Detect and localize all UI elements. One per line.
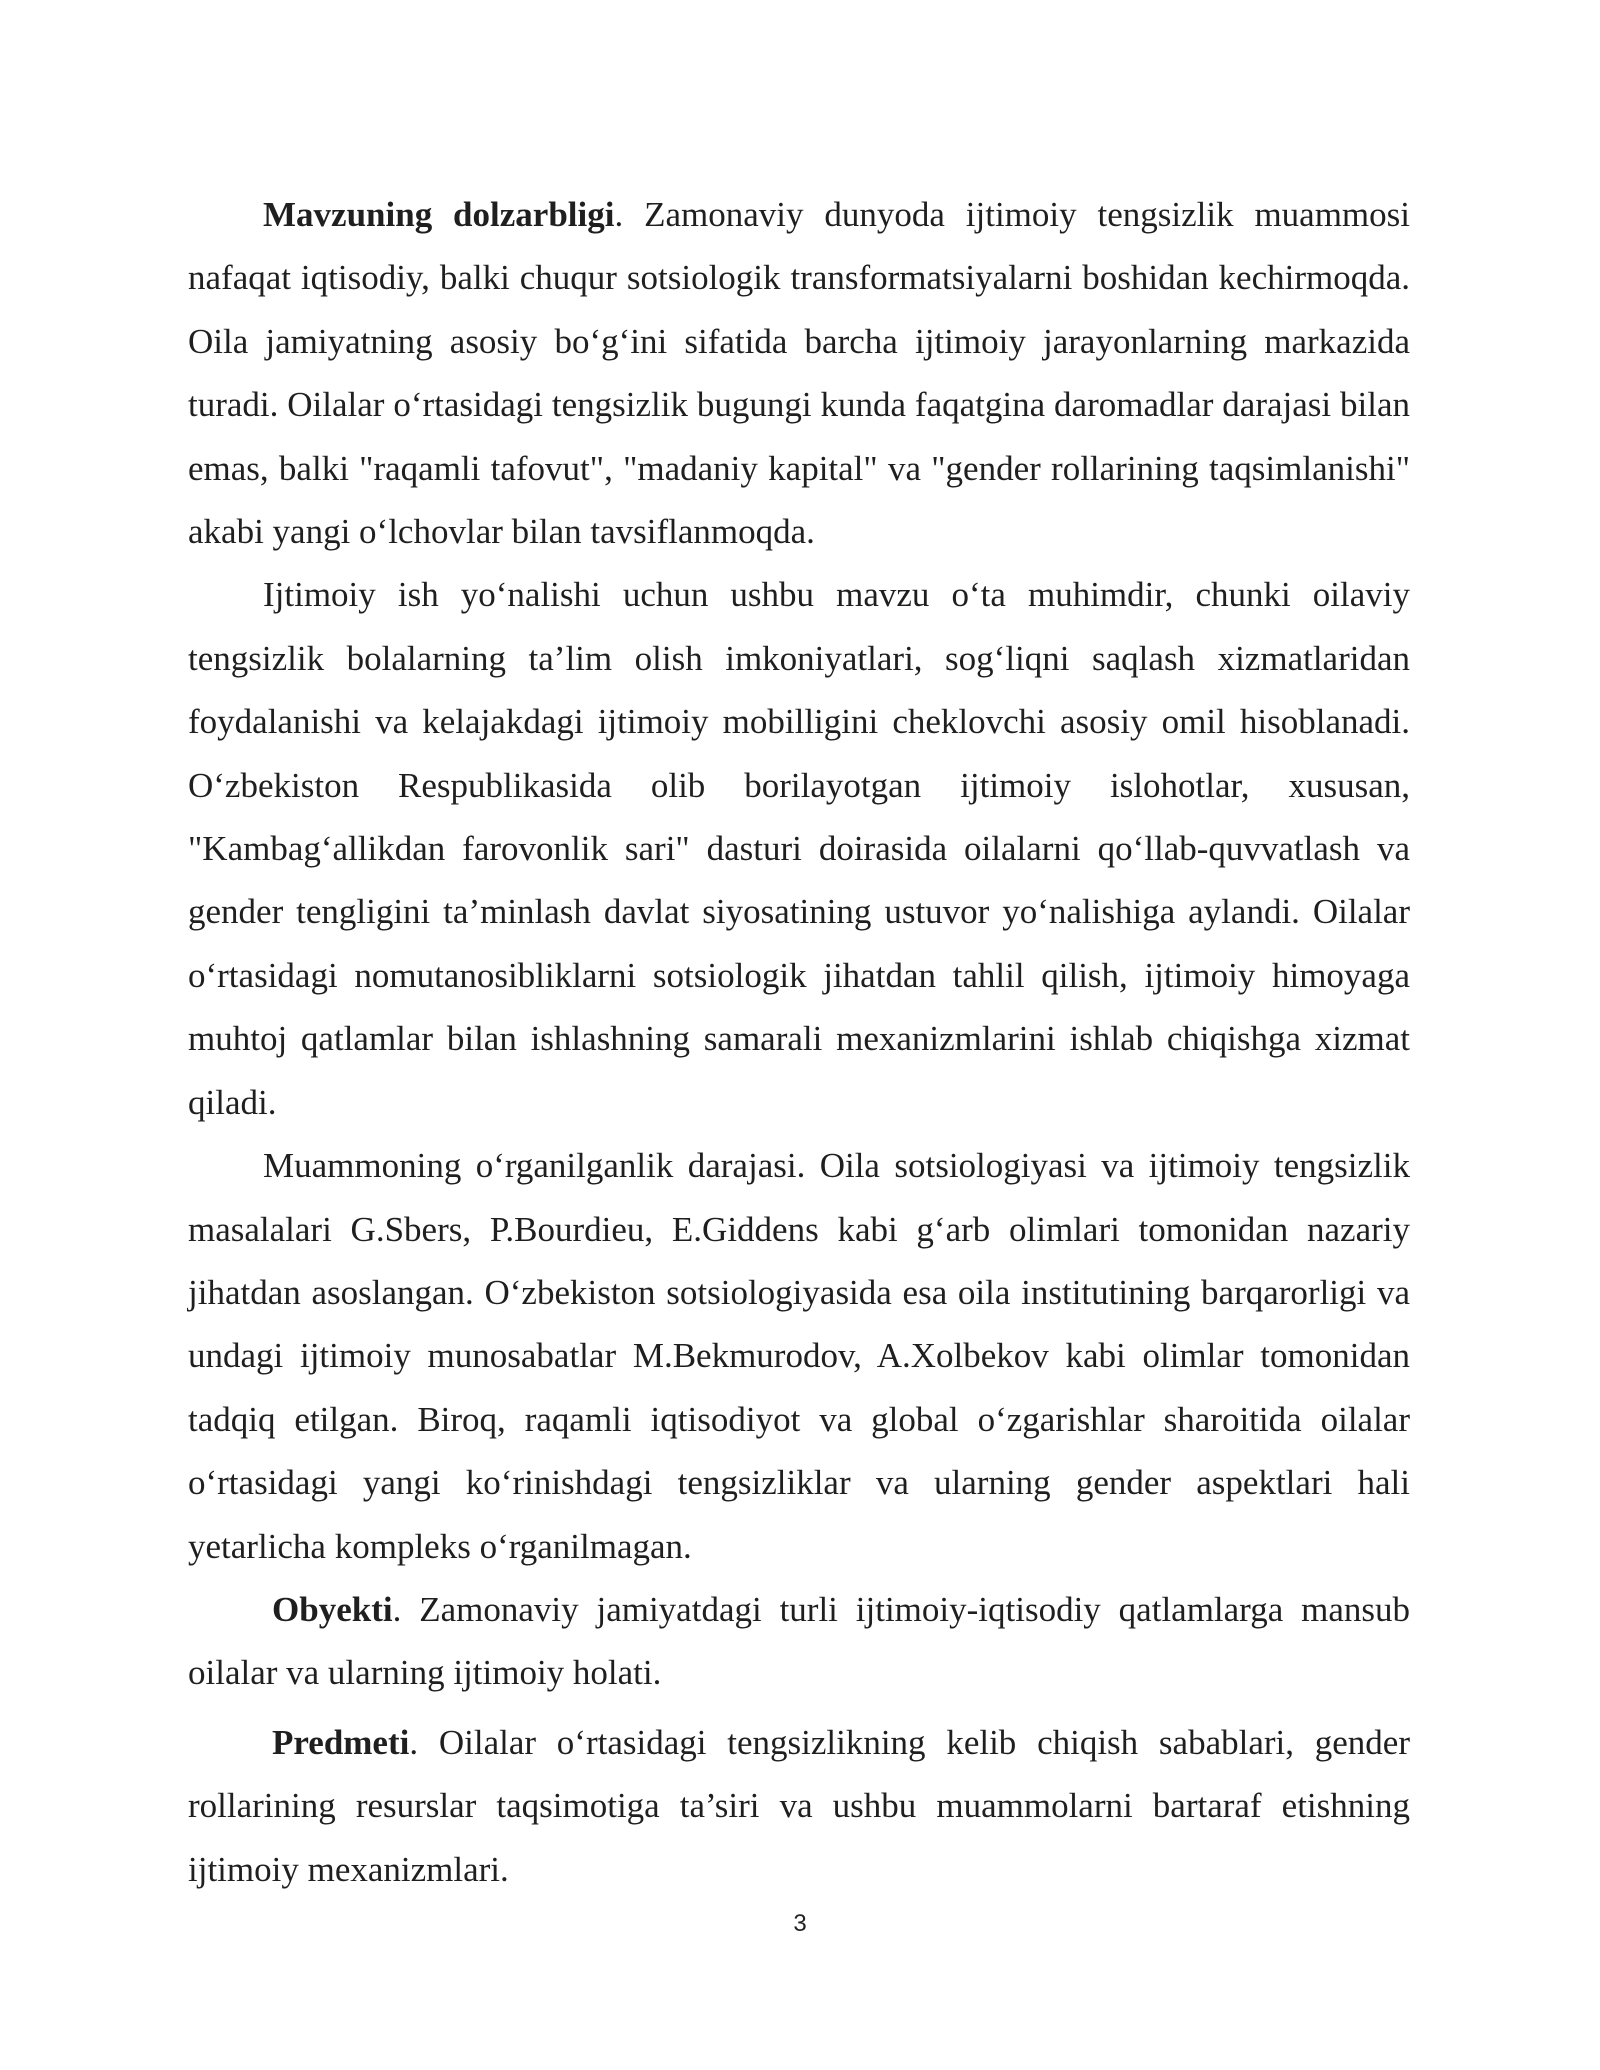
page-number: 3 [793,1910,807,1937]
paragraph-relevance [188,183,1410,563]
page-body [188,183,1410,1901]
paragraph-object [188,1578,1410,1705]
paragraph-social-work [188,563,1410,1134]
paragraph-relevance-text: . Zamonaviy dunyoda ijtimoiy tengsizlik muammosi nafaqat iqtisodiy, balki chuqur sotsiologik transformatsiyalarni boshidan kechirmoqda. Oila jamiyatning asosiy bo‘g‘ini sifatida barcha ijtimoiy jarayonlarning markazida turadi. Oilalar o‘rtasidagi tengsizlik bugungi kunda faqatgina daromadlar darajasi bilan emas, balki "raqamli tafovut", "madaniy kapital" va "gender rollarining taqsimlanishi" akabi yangi o‘lchovlar bilan tavsiflanmoqda. [188,195,1410,552]
paragraph-study-level-text: Muammoning o‘rganilganlik darajasi. Oila sotsiologiyasi va ijtimoiy tengsizlik masalalari G.Sbers, P.Bourdieu, E.Giddens kabi g‘arb olimlari tomonidan nazariy jihatdan asoslangan. O‘zbekiston sotsiologiyasida esa oila institutining barqarorligi va undagi ijtimoiy munosabatlar M.Bekmurodov, A.Xolbekov kabi olimlar tomonidan tadqiq etilgan. Biroq, raqamli iqtisodiyot va global o‘zgarishlar sharoitida oilalar o‘rtasidagi yangi ko‘rinishdagi tengsizliklar va ularning gender aspektlari hali yetarlicha kompleks o‘rganilmagan. [188,1146,1410,1566]
paragraph-study-level [188,1134,1410,1578]
paragraph-subject-heading: Predmeti [272,1722,410,1762]
paragraph-subject-text: . Oilalar o‘rtasidagi tengsizlikning kelib chiqish sabablari, gender rollarining resurslar taqsimotiga ta’siri va ushbu muammolarni bartaraf etishning ijtimoiy mexanizmlari. [188,1722,1410,1889]
paragraph-social-work-text: Ijtimoiy ish yo‘nalishi uchun ushbu mavzu o‘ta muhimdir, chunki oilaviy tengsizlik bolalarning ta’lim olish imkoniyatlari, sog‘liqni saqlash xizmatlaridan foydalanishi va kelajakdagi ijtimoiy mobilligini cheklovchi asosiy omil hisoblanadi. O‘zbekiston Respublikasida olib borilayotgan ijtimoiy islohotlar, xususan, "Kambag‘allikdan farovonlik sari" dasturi doirasida oilalarni qo‘llab-quvvatlash va gender tengligini ta’minlash davlat siyosatining ustuvor yo‘nalishiga aylandi. Oilalar o‘rtasidagi nomutanosibliklarni sotsiologik jihatdan tahlil qilish, ijtimoiy himoyaga muhtoj qatlamlar bilan ishlashning samarali mexanizmlarini ishlab chiqishga xizmat qiladi. [188,575,1410,1122]
paragraph-relevance-heading: Mavzuning dolzarbligi [263,195,615,234]
paragraph-subject [188,1711,1410,1901]
paragraph-object-heading: Obyekti [272,1589,393,1629]
paragraph-object-text: . Zamonaviy jamiyatdagi turli ijtimoiy-iqtisodiy qatlamlarga mansub oilalar va ularning ijtimoiy holati. [188,1589,1410,1693]
